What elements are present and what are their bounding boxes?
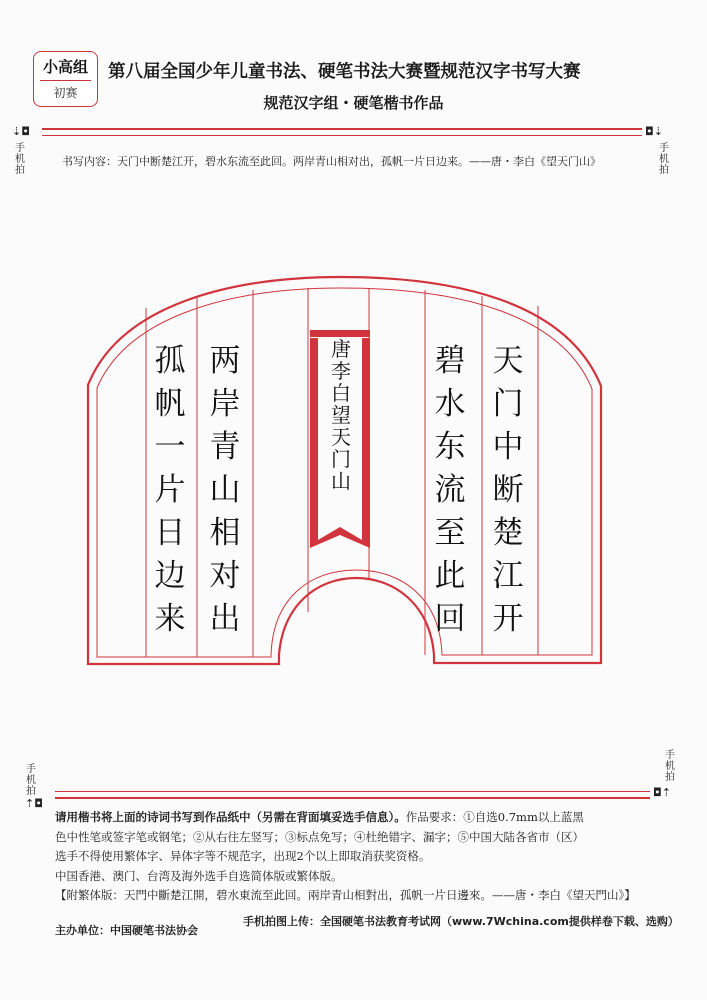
writing-content: 书写内容：天门中断楚江开，碧水东流至此回。两岸青山相对出，孤帆一片日边来。——唐・李白《望天门山》: [62, 155, 601, 168]
badge-group-label: 小高组: [42, 58, 88, 76]
signature-char: 山: [331, 469, 351, 493]
instructions-line-2: 色中性笔或签字笔或钢笔；②从右往左竖写；③标点免写；④杜绝错字、漏字；⑤中国大陆各省市（区）: [55, 829, 584, 844]
calligraphy-column-3: [197, 340, 253, 641]
calligraphy-char: 岸: [209, 386, 241, 422]
calligraphy-char: 门: [492, 386, 524, 422]
signature-char: 唐: [331, 337, 351, 361]
camera-icon: ◘⇣: [645, 125, 663, 138]
side-label-bottom-right: [664, 750, 676, 783]
side-label-char: 拍: [15, 165, 25, 176]
calligraphy-char: 孤: [154, 343, 186, 379]
calligraphy-char: 一: [154, 429, 186, 465]
calligraphy-char: 边: [154, 558, 186, 594]
calligraphy-char: 山: [209, 472, 241, 508]
calligraphy-char: 中: [492, 429, 524, 465]
instructions-lead: 请用楷书将上面的诗词书写到作品纸中（另需在背面填妥选手信息）。: [55, 810, 406, 824]
calligraphy-column-4: [142, 340, 198, 641]
camera-icon: ◘⇡: [653, 786, 671, 799]
calligraphy-char: 来: [154, 601, 186, 637]
instructions-traditional: 【附繁体版：天門中斷楚江開，碧水東流至此回。兩岸青山相對出，孤帆一片日邊來。——唐・李白《望天門山》】: [55, 888, 636, 902]
calligraphy-char: 江: [492, 558, 524, 594]
side-label-char: 手: [15, 143, 25, 154]
calligraphy-char: 出: [209, 601, 241, 637]
calligraphy-char: 水: [434, 386, 466, 422]
calligraphy-char: 两: [209, 343, 241, 379]
camera-icon: ⇡◘: [25, 797, 43, 810]
side-label-char: 手: [665, 750, 675, 761]
bottom-rule-thin: [55, 791, 650, 792]
calligraphy-char: 日: [154, 515, 186, 551]
page-title: 第八届全国少年儿童书法、硬笔书法大赛暨规范汉字书写大赛: [108, 62, 581, 82]
calligraphy-char: 回: [434, 601, 466, 637]
side-label-char: 拍: [659, 165, 669, 176]
calligraphy-char: 楚: [492, 515, 524, 551]
side-label-char: 手: [26, 764, 36, 775]
instructions-requirements: 作品要求：①自选0.7mm以上蓝黑: [405, 810, 584, 824]
calligraphy-char: 对: [209, 558, 241, 594]
side-label-char: 机: [659, 154, 669, 165]
side-label-char: 机: [26, 775, 36, 786]
calligraphy-char: 流: [434, 472, 466, 508]
signature-char: 门: [331, 447, 351, 471]
upload-info: 手机拍图上传：全国硬笔书法教育考试网（www.7Wchina.com提供样卷下载、选购）: [243, 915, 679, 928]
calligraphy-char: 断: [492, 472, 524, 508]
side-label-char: 机: [665, 761, 675, 772]
calligraphy-char: 帆: [154, 386, 186, 422]
camera-icon: ⇣◘: [12, 125, 30, 138]
calligraphy-char: 至: [434, 515, 466, 551]
instructions-line-3: 选手不得使用繁体字、异体字等不规范字，出现2个以上即取消获奖资格。: [55, 849, 431, 863]
page-subtitle: 规范汉字组・硬笔楷书作品: [263, 94, 444, 112]
signature-char: 白: [331, 381, 351, 405]
side-label-char: 拍: [665, 772, 675, 783]
instructions: [55, 808, 655, 906]
instructions-line-4: 中国香港、澳门、台湾及海外选手自选简体版或繁体版。: [55, 868, 343, 883]
signature-char: 李: [331, 359, 351, 383]
side-label-char: 手: [659, 143, 669, 154]
calligraphy-char: 东: [434, 429, 466, 465]
calligraphy-char: 天: [492, 343, 524, 379]
signature-text: [312, 338, 370, 492]
badge-round-label: 初赛: [53, 86, 78, 100]
calligraphy-column-2: [420, 340, 480, 641]
calligraphy-char: 此: [434, 558, 466, 594]
calligraphy-char: 碧: [434, 343, 466, 379]
organizer: 主办单位：中国硬笔书法协会: [55, 924, 198, 937]
bottom-rule: [55, 797, 650, 799]
signature-char: 天: [331, 425, 351, 449]
calligraphy-char: 片: [154, 472, 186, 508]
calligraphy-char: 开: [492, 601, 524, 637]
calligraphy-column-1: [478, 340, 538, 641]
signature-char: 望: [331, 403, 351, 427]
calligraphy-char: 相: [209, 515, 241, 551]
calligraphy-char: 青: [209, 429, 241, 465]
side-label-char: 机: [15, 154, 25, 165]
side-label-char: 拍: [26, 786, 36, 797]
side-label-bottom-left: [25, 764, 37, 797]
